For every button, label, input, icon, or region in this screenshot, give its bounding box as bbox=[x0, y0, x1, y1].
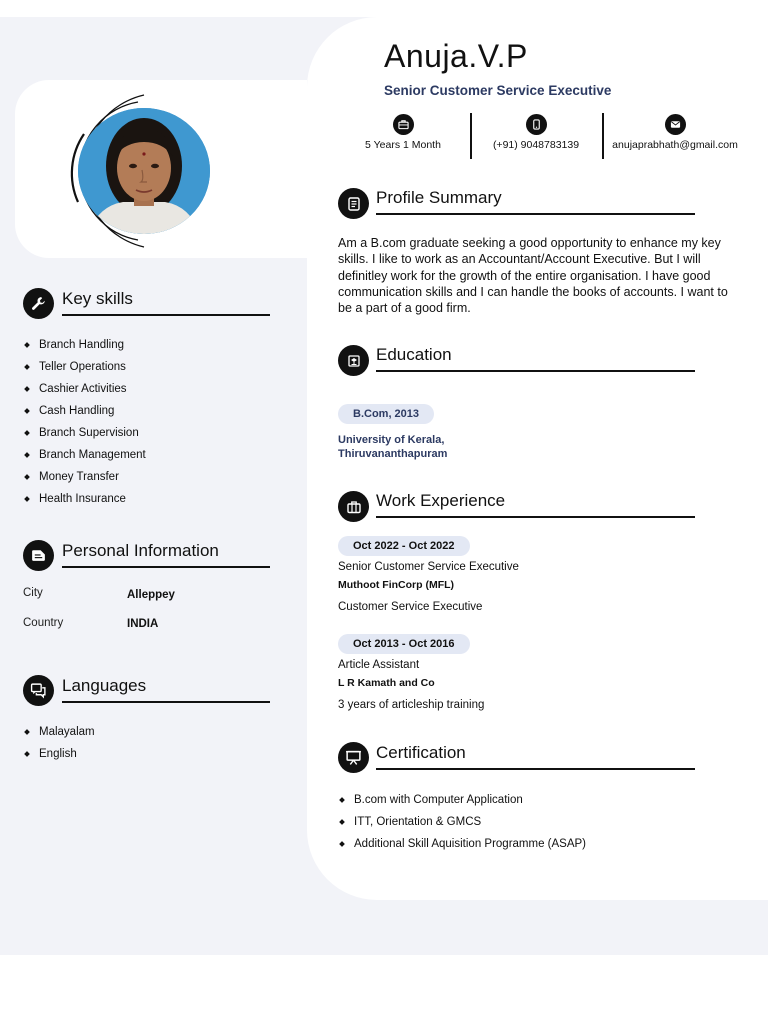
heading-underline bbox=[376, 370, 695, 372]
country-label: Country bbox=[23, 617, 64, 629]
job-title: Senior Customer Service Executive bbox=[338, 561, 519, 573]
job-period-pill: Oct 2013 - Oct 2016 bbox=[338, 634, 470, 654]
city-value: Alleppey bbox=[127, 589, 175, 601]
heading-underline bbox=[376, 768, 695, 770]
contact-email bbox=[610, 114, 740, 151]
work-experience-heading: Work Experience bbox=[376, 491, 506, 510]
heading-underline bbox=[62, 566, 270, 568]
list-item: Additional Skill Aquisition Programme (ASAP) bbox=[338, 837, 586, 859]
briefcase-icon bbox=[338, 491, 369, 522]
profile-summary-text: Am a B.com graduate seeking a good opportunity to enhance my key skills. I like to work as an Accountant/Account Executive. But I will definitley work for the growth of the entire organisation. I have good communication skills and I can handle the books of accounts. I want to be a part of a good firm. bbox=[338, 236, 728, 316]
list-item: Health Insurance bbox=[23, 492, 146, 514]
list-item: Branch Management bbox=[23, 448, 146, 470]
presentation-icon bbox=[338, 742, 369, 773]
languages-list bbox=[23, 725, 95, 769]
candidate-name: Anuja.V.P bbox=[384, 38, 528, 74]
list-item: Cashier Activities bbox=[23, 382, 146, 404]
email-text[interactable]: anujaprabhath@gmail.com bbox=[612, 139, 738, 151]
key-skills-heading: Key skills bbox=[62, 289, 133, 308]
certification-list bbox=[338, 793, 586, 859]
list-item: Branch Handling bbox=[23, 338, 146, 360]
chat-icon bbox=[23, 675, 54, 706]
list-item: B.com with Computer Application bbox=[338, 793, 586, 815]
education-heading: Education bbox=[376, 345, 452, 364]
mail-icon bbox=[665, 114, 686, 135]
list-item: English bbox=[23, 747, 95, 769]
graduation-icon bbox=[338, 345, 369, 376]
job-description: Customer Service Executive bbox=[338, 601, 483, 613]
contact-phone bbox=[471, 114, 601, 151]
city-label: City bbox=[23, 587, 43, 599]
job-description: 3 years of articleship training bbox=[338, 699, 485, 711]
school-location: Thiruvananthapuram bbox=[338, 448, 448, 460]
list-item: Teller Operations bbox=[23, 360, 146, 382]
education-school bbox=[338, 433, 447, 461]
candidate-role: Senior Customer Service Executive bbox=[384, 83, 612, 98]
briefcase-icon bbox=[393, 114, 414, 135]
list-item: Money Transfer bbox=[23, 470, 146, 492]
job-company: Muthoot FinCorp (MFL) bbox=[338, 579, 455, 591]
heading-underline bbox=[62, 701, 270, 703]
degree-pill: B.Com, 2013 bbox=[338, 404, 434, 424]
heading-underline bbox=[376, 516, 695, 518]
profile-summary-heading: Profile Summary bbox=[376, 188, 502, 207]
key-skills-list bbox=[23, 338, 146, 514]
heading-underline bbox=[376, 213, 695, 215]
job-title: Article Assistant bbox=[338, 659, 420, 671]
wrench-icon bbox=[23, 288, 54, 319]
phone-icon bbox=[526, 114, 547, 135]
contact-divider bbox=[602, 113, 604, 159]
certification-heading: Certification bbox=[376, 743, 466, 762]
personal-info-heading: Personal Information bbox=[62, 541, 219, 560]
phone-text[interactable]: (+91) 9048783139 bbox=[492, 139, 580, 151]
list-item: ITT, Orientation & GMCS bbox=[338, 815, 586, 837]
document-icon bbox=[338, 188, 369, 219]
list-item: Malayalam bbox=[23, 725, 95, 747]
contact-experience bbox=[338, 114, 468, 151]
school-name: University of Kerala, bbox=[338, 434, 445, 446]
country-value: INDIA bbox=[127, 618, 159, 630]
profile-photo bbox=[78, 108, 210, 234]
list-item: Branch Supervision bbox=[23, 426, 146, 448]
experience-text: 5 Years 1 Month bbox=[365, 139, 441, 151]
job-company: L R Kamath and Co bbox=[338, 677, 435, 689]
heading-underline bbox=[62, 314, 270, 316]
list-item: Cash Handling bbox=[23, 404, 146, 426]
id-card-icon bbox=[23, 540, 54, 571]
languages-heading: Languages bbox=[62, 676, 147, 695]
job-period-pill: Oct 2022 - Oct 2022 bbox=[338, 536, 470, 556]
